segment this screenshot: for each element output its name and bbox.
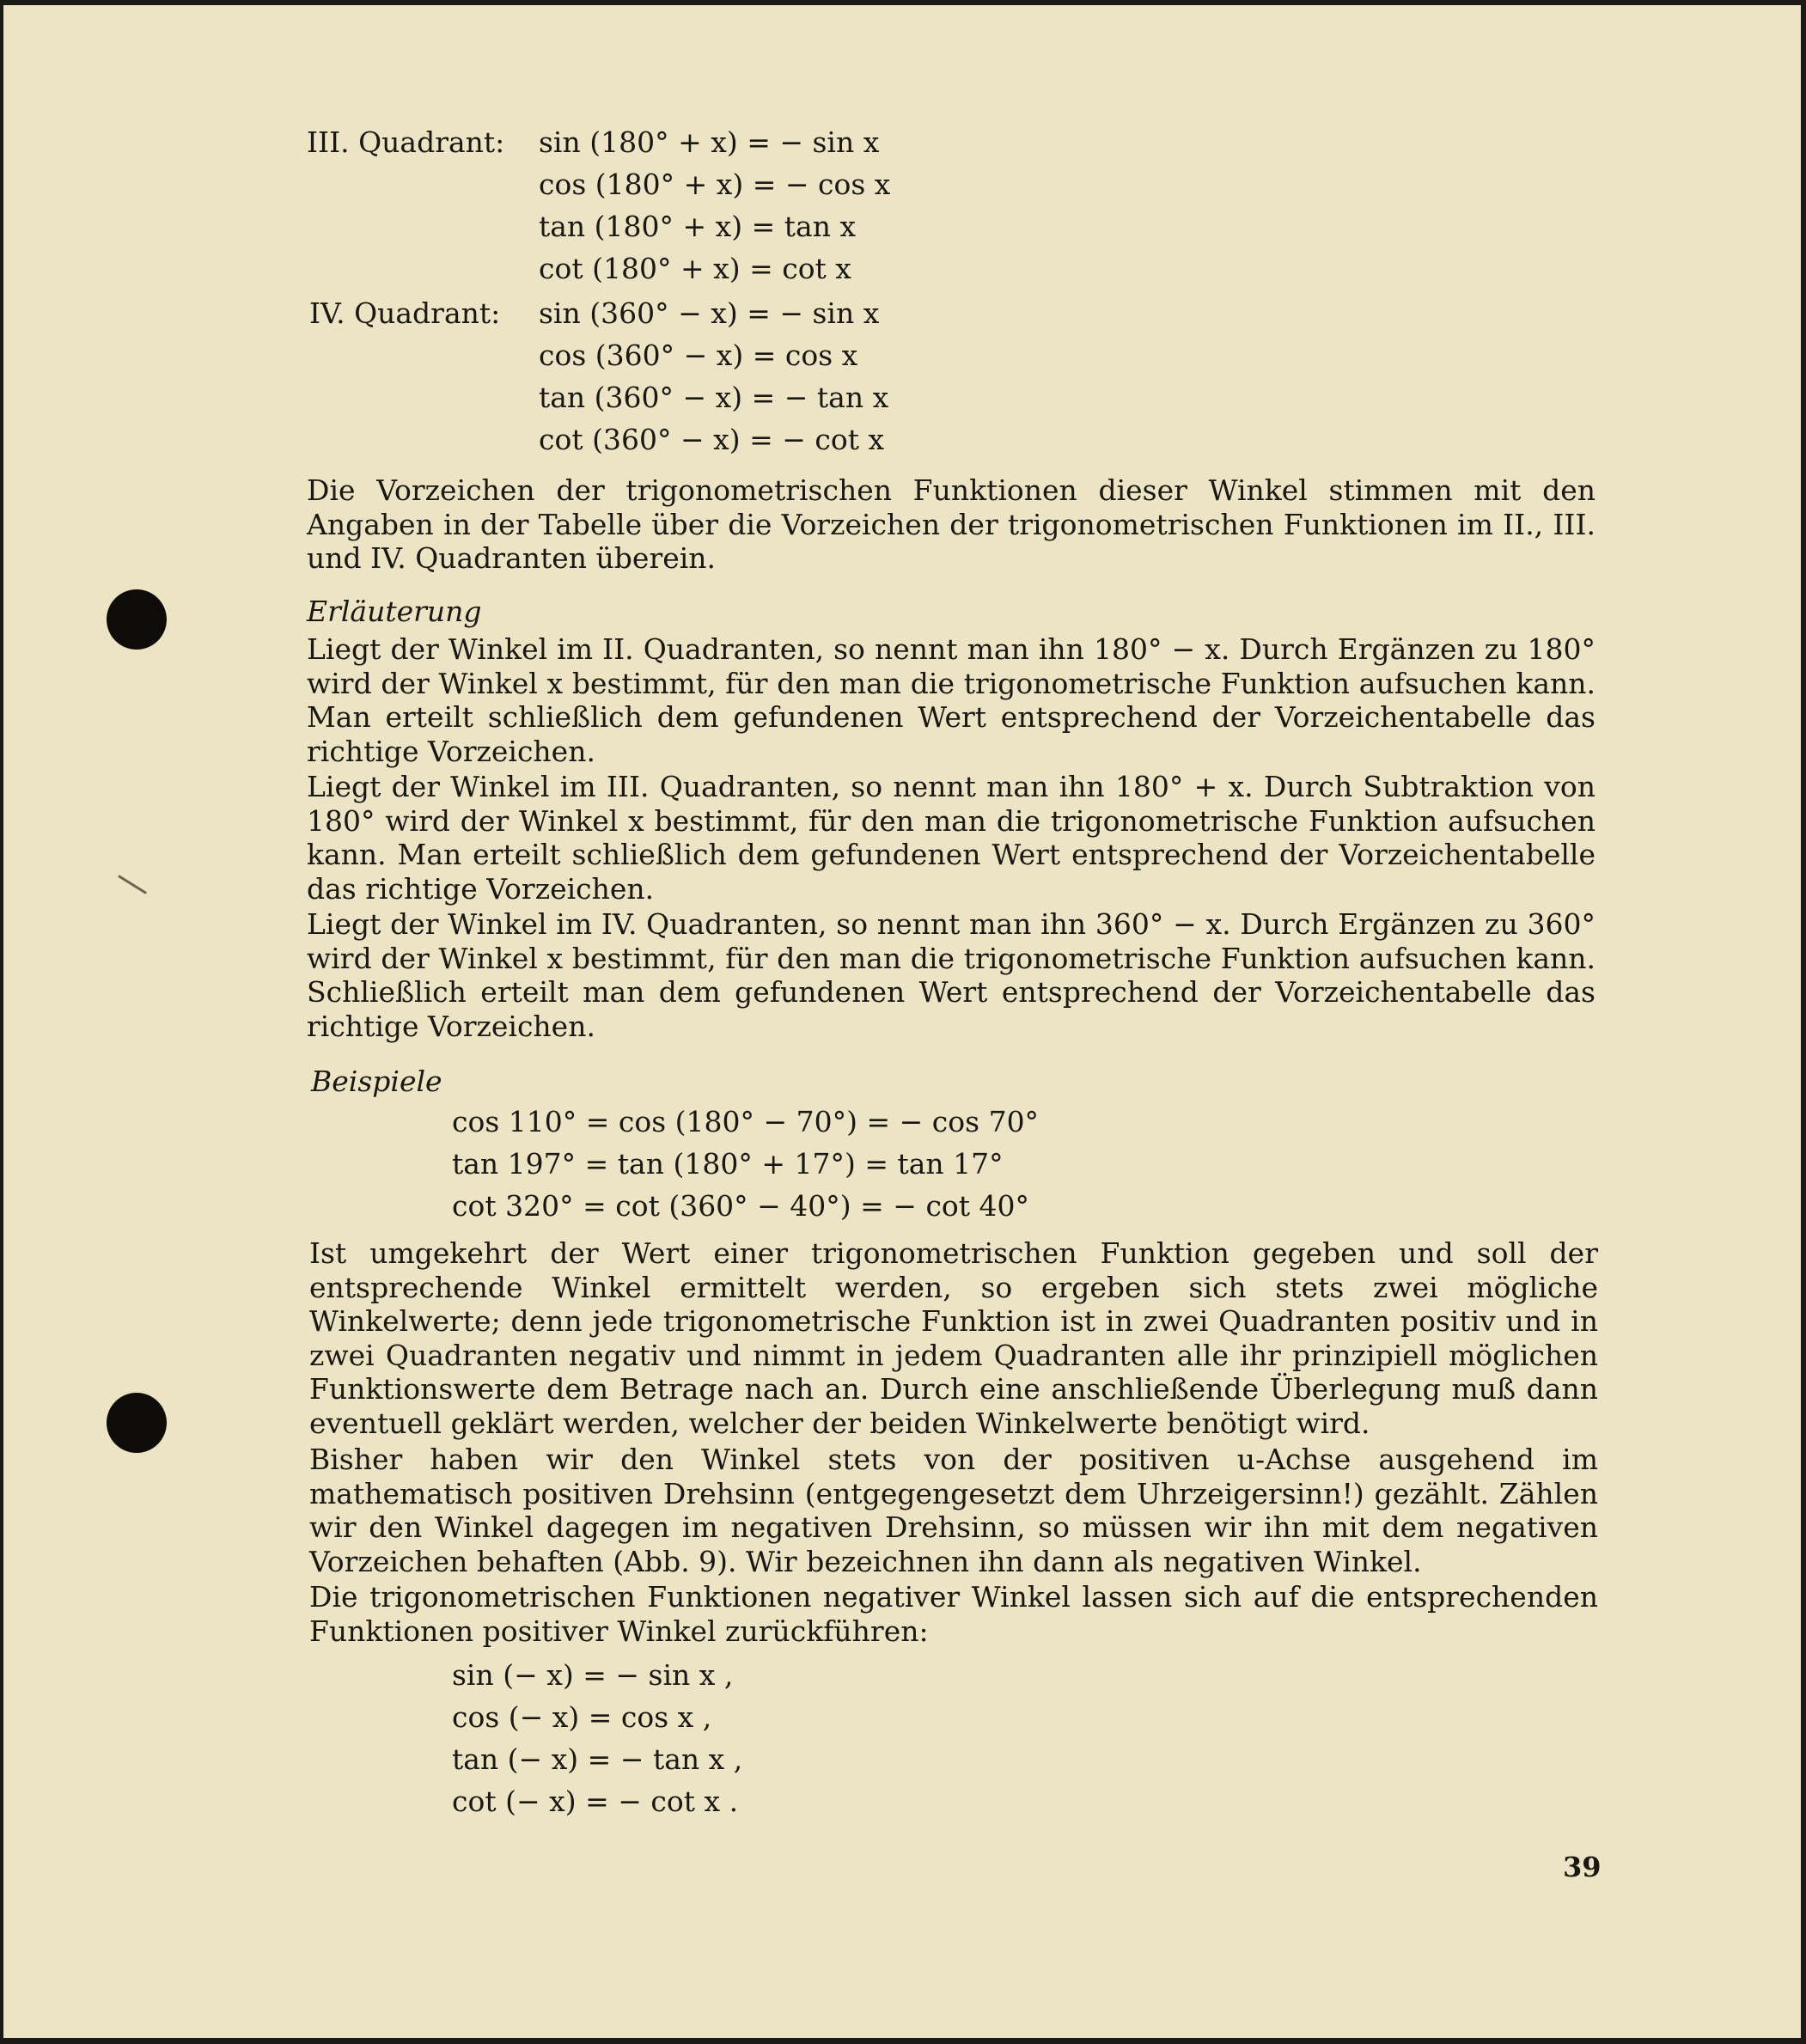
formula: tan (360° − x) = − tan x	[539, 381, 889, 414]
paragraph-reduce: Die trigonometrischen Funktionen negativer Winkel lassen sich auf die entsprechenden Funktionen positiver Winkel zurückführen:	[309, 1580, 1598, 1648]
example-formula: cot 320° = cot (360° − 40°) = − cot 40°	[452, 1189, 1030, 1223]
example-formula: cos 110° = cos (180° − 70°) = − cos 70°	[452, 1105, 1040, 1138]
negative-angle-formula: cot (− x) = − cot x .	[452, 1785, 739, 1818]
quadrant4-label: IV. Quadrant:	[309, 296, 501, 330]
heading-beispiele: Beispiele	[311, 1065, 442, 1098]
negative-angle-formula: cos (− x) = cos x ,	[452, 1700, 712, 1734]
negative-angle-formula: tan (− x) = − tan x ,	[452, 1742, 743, 1776]
paragraph-inverse: Ist umgekehrt der Wert einer trigonometrischen Funktion gegeben und soll der entsprechende Winkel ermittelt werden, so ergeben sich stets zwei mögliche Winkelwerte; denn jede trigonometrische Funktion ist in zwei Quadranten positiv und in zwei Quadranten negativ und nimmt in jedem Quadranten alle ihr prinzipiell möglichen Funktionswerte dem Betrage nach an. Durch eine anschließende Überlegung muß dann eventuell geklärt werden, welcher der beiden Winkelwerte benötigt wird.	[309, 1236, 1598, 1440]
formula: cos (360° − x) = cos x	[539, 339, 858, 372]
punch-hole	[107, 589, 167, 650]
heading-erlaeuterung: Erläuterung	[307, 595, 482, 628]
paragraph-negative-angle: Bisher haben wir den Winkel stets von der positiven u-Achse ausgehend im mathematisch positiven Drehsinn (entgegengesetzt dem Uhrzeigersinn!) gezählt. Zählen wir den Winkel dagegen im negativen Drehsinn, so müssen wir ihn mit dem negativen Vorzeichen behaften (Abb. 9). Wir bezeichnen ihn dann als negativen Winkel.	[309, 1443, 1598, 1578]
formula: tan (180° + x) = tan x	[539, 210, 857, 243]
paragraph-quadrant4: Liegt der Winkel im IV. Quadranten, so nennt man ihn 360° − x. Durch Ergänzen zu 360° wird der Winkel x bestimmt, für den man die trigonometrische Funktion aufsuchen kann. Schließlich erteilt man dem gefundenen Wert entsprechend der Vorzeichentabelle das richtige Vorzeichen.	[307, 907, 1596, 1043]
paragraph-quadrant3: Liegt der Winkel im III. Quadranten, so nennt man ihn 180° + x. Durch Subtraktion von 180° wird der Winkel x bestimmt, für den man die trigonometrische Funktion aufsuchen kann. Man erteilt schließlich dem gefundenen Wert entsprechend der Vorzeichentabelle das richtige Vorzeichen.	[307, 770, 1596, 906]
formula: cos (180° + x) = − cos x	[539, 168, 891, 201]
negative-angle-formula: sin (− x) = − sin x ,	[452, 1658, 734, 1692]
paragraph-quadrant2: Liegt der Winkel im II. Quadranten, so nennt man ihn 180° − x. Durch Ergänzen zu 180° wird der Winkel x bestimmt, für den man die trigonometrische Funktion aufsuchen kann. Man erteilt schließlich dem gefundenen Wert entsprechend der Vorzeichentabelle das richtige Vorzeichen.	[307, 632, 1596, 768]
scratch-mark	[118, 875, 147, 894]
formula: sin (360° − x) = − sin x	[539, 296, 880, 330]
quadrant3-label: III. Quadrant:	[307, 125, 505, 159]
example-formula: tan 197° = tan (180° + 17°) = tan 17°	[452, 1147, 1004, 1181]
formula: cot (360° − x) = − cot x	[539, 423, 885, 456]
paragraph-signs: Die Vorzeichen der trigonometrischen Funktionen dieser Winkel stimmen mit den Angaben in der Tabelle über die Vorzeichen der trigonometrischen Funktionen im II., III. und IV. Quadranten überein.	[307, 473, 1596, 576]
punch-hole	[107, 1393, 167, 1453]
formula: cot (180° + x) = cot x	[539, 252, 851, 285]
page-number: 39	[1563, 1851, 1602, 1883]
formula: sin (180° + x) = − sin x	[539, 125, 880, 159]
book-page	[3, 5, 1801, 2038]
